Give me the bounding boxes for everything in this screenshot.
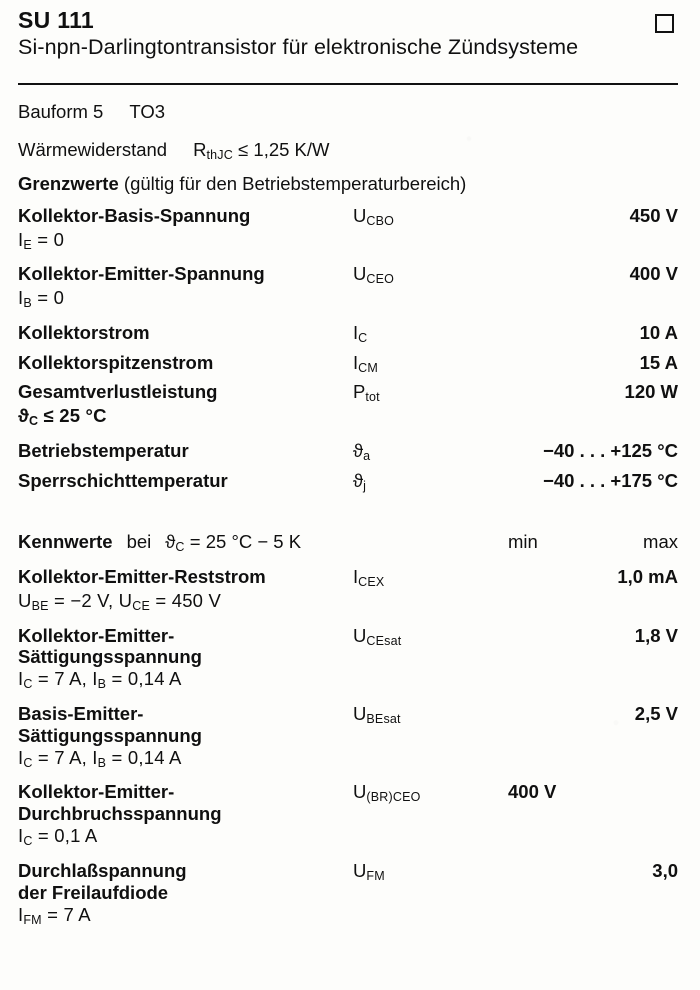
limits-row-1-symbol: $U_{CEO}$	[353, 263, 395, 287]
limits-row-3-symbol: $I_{CM}$	[353, 351, 378, 375]
table-row-condition	[18, 287, 678, 311]
table-row-condition	[18, 229, 678, 253]
limits-table	[18, 205, 678, 494]
limits-row-5-value: −40 . . . +125 °C	[543, 439, 678, 461]
page-title: SU 111	[18, 7, 94, 33]
thermal-resistance-label: Wärmewiderstand	[18, 138, 168, 160]
char-row-2-symbol: $U_{BEsat}$	[353, 703, 401, 727]
table-row-condition	[18, 405, 678, 429]
limits-row-1-name: Kollektor-Emitter-Spannung	[18, 263, 265, 285]
table-row	[18, 692, 678, 747]
char-row-3-condition: $I_C = 0,1$ A	[18, 825, 98, 849]
limits-row-6-value: −40 . . . +175 °C	[543, 469, 678, 491]
characteristics-heading-row	[18, 531, 678, 555]
characteristics-heading-mid: bei	[126, 531, 152, 553]
table-row	[18, 252, 678, 287]
char-row-4-name: Durchlaßspannung der Freilaufdiode	[18, 859, 187, 903]
table-row	[18, 311, 678, 346]
limits-row-0-name: Kollektor-Basis-Spannung	[18, 204, 251, 226]
limits-row-2-symbol: $I_C$	[353, 321, 368, 345]
limits-row-2-value: 10 A	[639, 321, 678, 343]
table-row	[18, 849, 678, 904]
limits-row-3-value: 15 A	[639, 351, 678, 373]
characteristics-heading: Kennwerte bei $ϑ_C = 25$ °C − 5 K	[18, 531, 302, 555]
limits-row-1-condition: $I_B = 0$	[18, 287, 65, 311]
package-row	[18, 101, 678, 123]
limits-row-4-symbol: $P_{tot}$	[353, 381, 380, 405]
char-row-1-symbol: $U_{CEsat}$	[353, 624, 402, 648]
char-row-2-name: Basis-Emitter- Sättigungsspannung	[18, 703, 202, 746]
char-row-0-max: 1,0 mA	[617, 566, 678, 588]
table-row	[18, 429, 678, 464]
char-row-4-min	[508, 849, 593, 904]
table-row-condition	[18, 825, 678, 849]
table-row-condition	[18, 590, 678, 614]
header	[18, 8, 678, 34]
char-row-0-condition: $U_{BE} = -2$ V, $U_{CE} = 450$ V	[18, 589, 222, 613]
char-row-3-min: 400 V	[508, 781, 557, 803]
table-row	[18, 770, 678, 825]
char-row-2-condition: $I_C = 7$ A, $I_B = 0,14$ A	[18, 746, 182, 770]
char-row-1-min	[508, 614, 593, 669]
char-row-4-condition: $I_{FM} = 7$ A	[18, 903, 91, 927]
char-row-3-name: Kollektor-Emitter- Durchbruchsspannung	[18, 781, 222, 825]
limits-heading	[18, 173, 678, 195]
limits-row-2-name: Kollektorstrom	[18, 321, 150, 343]
limits-heading-bold: Grenzwerte	[18, 172, 119, 194]
thermal-resistance-row	[18, 139, 678, 163]
table-row	[18, 464, 678, 494]
char-row-4-max: 3,0	[652, 859, 678, 881]
table-row-condition	[18, 904, 678, 928]
square-marker-icon	[655, 14, 674, 33]
thermal-resistance-symbol-sub: thJC	[206, 147, 233, 162]
limits-heading-rest: (gültig für den Betriebstemperaturbereich)	[123, 172, 467, 194]
char-row-3-symbol: $U_{(BR)CEO}$	[353, 781, 421, 805]
char-row-4-symbol: $U_{FM}$	[353, 859, 385, 883]
package-label: Bauform 5	[18, 100, 104, 122]
characteristics-heading-bold: Kennwerte	[18, 531, 113, 553]
char-row-0-symbol: $I_{CEX}$	[353, 566, 385, 590]
char-row-2-max: 2,5 V	[634, 703, 678, 725]
page-subtitle: Si-npn-Darlingtontransistor für elektronische Zündsysteme	[18, 35, 579, 60]
characteristics-table	[18, 531, 678, 927]
column-header-min: min	[508, 531, 538, 553]
column-header-max: max	[643, 531, 678, 553]
limits-row-4-name: Gesamtverlustleistung	[18, 381, 218, 403]
char-row-0-name: Kollektor-Emitter-Reststrom	[18, 566, 266, 588]
limits-row-1-value: 400 V	[629, 263, 678, 285]
limits-row-5-name: Betriebstemperatur	[18, 439, 189, 461]
limits-row-6-name: Sperrschichttemperatur	[18, 469, 228, 491]
char-row-2-min	[508, 692, 593, 747]
limits-row-4-value: 120 W	[624, 381, 678, 403]
char-row-3-max	[593, 770, 678, 825]
limits-row-0-condition: $I_E = 0$	[18, 228, 65, 252]
limits-row-4-condition: $ϑ_C \le 25$ °C	[18, 405, 107, 429]
thermal-resistance-relation: ≤	[238, 138, 249, 160]
table-row-condition	[18, 747, 678, 771]
limits-row-0-value: 450 V	[629, 204, 678, 226]
table-row	[18, 555, 678, 590]
limits-row-0-symbol: $U_{CBO}$	[353, 204, 395, 228]
char-row-1-max: 1,8 V	[634, 624, 678, 646]
thermal-resistance-symbol: R	[193, 138, 207, 160]
limits-row-3-name: Kollektorspitzenstrom	[18, 351, 214, 373]
package-value: TO3	[129, 100, 166, 122]
limits-row-6-symbol: $ϑ_j$	[353, 469, 367, 493]
thermal-resistance-value: 1,25 K/W	[253, 138, 330, 160]
limits-row-5-symbol: $ϑ_a$	[353, 439, 371, 463]
char-row-0-min	[508, 555, 593, 590]
table-row	[18, 614, 678, 669]
table-row	[18, 375, 678, 405]
table-row	[18, 205, 678, 229]
char-row-1-condition: $I_C = 7$ A, $I_B = 0,14$ A	[18, 668, 182, 692]
table-row-condition	[18, 668, 678, 692]
table-row	[18, 346, 678, 376]
char-row-1-name: Kollektor-Emitter- Sättigungsspannung	[18, 624, 202, 668]
